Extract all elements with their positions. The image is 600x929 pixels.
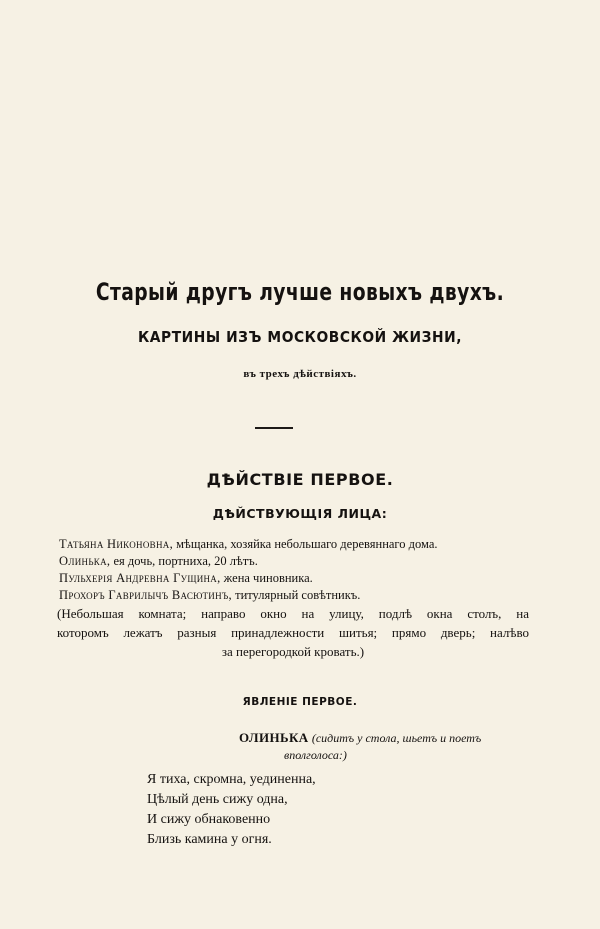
cast-item: [59, 570, 529, 587]
play-subtitle: КАРТИНЫ ИЗЪ МОСКОВСКОЙ ЖИЗНИ,: [137, 328, 463, 346]
acts-note: въ трехъ дѣйствiяхъ.: [243, 368, 357, 380]
verse-line: Я тиха, скромна, уединенна,: [147, 772, 316, 787]
persons-heading: ДѢЙСТВУЮЩIЯ ЛИЦА:: [212, 506, 388, 521]
divider-rule: [255, 427, 293, 429]
play-title: Старый другъ лучше новыхъ двухъ.: [95, 278, 505, 306]
verse-line: Цѣлый день сижу одна,: [147, 792, 288, 807]
speaker-block: [239, 729, 529, 764]
cast-description: титулярный совѣтникъ.: [231, 588, 361, 602]
speaker-name: ОЛИНЬКА: [239, 730, 309, 745]
verse-line: Близь камина у огня.: [147, 832, 272, 847]
cast-name: Пульхерія Андревна Гущина,: [59, 571, 221, 585]
cast-name: Татьяна Никоновна,: [59, 537, 173, 551]
cast-item: [59, 536, 529, 553]
stage-direction: [57, 604, 529, 661]
stage-direction-line: которомъ лежатъ разныя принадлежности шитья; прямо дверь; налѣво: [57, 625, 529, 640]
verse: [147, 770, 447, 850]
act-heading: ДѢЙСТВIЕ ПЕРВОЕ.: [206, 470, 394, 489]
scene-heading: ЯВЛЕНIЕ ПЕРВОЕ.: [242, 696, 358, 708]
cast-description: жена чиновника.: [220, 571, 313, 585]
verse-line: И сижу обнаковенно: [147, 812, 271, 827]
cast-list: [59, 536, 529, 604]
cast-description: ея дочь, портниха, 20 лѣтъ.: [110, 554, 258, 568]
stage-direction-line: (Небольшая комната; направо окно на улицу, подлѣ окна столъ, на: [57, 606, 529, 621]
cast-name: Прохоръ Гаврилычъ Васютинъ,: [59, 588, 232, 602]
stage-direction-line: за перегородкой кровать.): [221, 644, 365, 659]
speaker-direction: (сидитъ у стола, шьетъ и поетъ: [311, 731, 482, 745]
cast-name: Олинька,: [59, 554, 111, 568]
cast-description: мѣщанка, хозяйка небольшаго деревяннаго дома.: [173, 537, 438, 551]
speaker-direction-continued: вполголоса:): [284, 748, 347, 762]
cast-item: [59, 587, 529, 604]
cast-item: [59, 553, 529, 570]
